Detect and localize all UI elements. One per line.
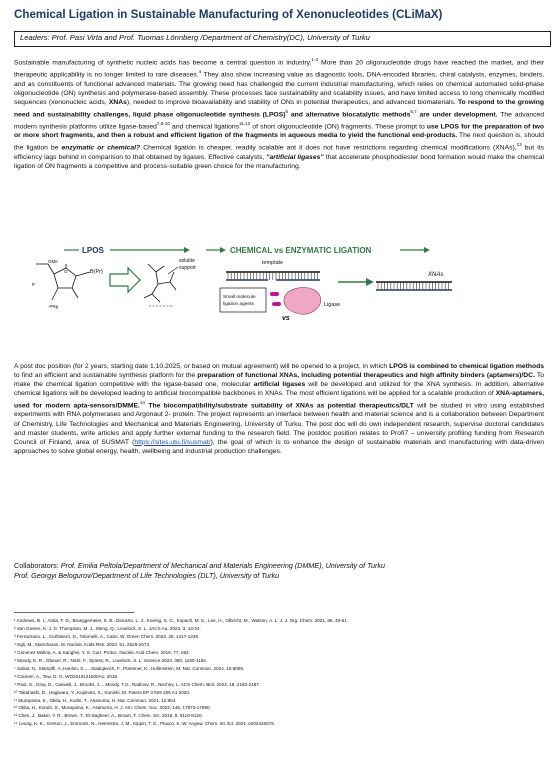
reference-item: ¹¹ Murayama, K., Okita, H., Kuriki, T., Asanuma, H. Nat. Commun. 2021, 12:804.: [14, 697, 177, 703]
reference-item: ¹² Okita, H., Kondo, S., Murayama, K., Asanuma, H. J. Am. Chem. Soc. 2023, 145, 17872-17880.: [14, 705, 211, 711]
template-base-pairs: [228, 272, 318, 280]
reference-item: ¹ Andrews, B. I., Antia, F. D., Brueggemeier, S. B., Diorazio, L. J., Koenig, S. G., Kopach, M. E., Lee, H., Olbricht, M., Watson, A. L. J. J. Org. Chem. 2021, 86, 49-61.: [14, 618, 349, 623]
xnas-label: XNAs: [428, 272, 444, 278]
support-pointer: [168, 267, 178, 274]
intro-segment: To respond to the growing need and sustainability challenges, liquid phase oligonucleotide synthesis (LPOS): [14, 98, 544, 118]
agent-pill-1: [270, 292, 279, 296]
intro-segment: are under development.: [416, 110, 498, 118]
intro-segment: They also show increasing value as diagnostic tools, DNA-encoded libraries, chiral catalysts, enzymes, binders, and as constituents of functional advanced materials. The growing need has challenged the current industrial manufacturing, which relies on chemical automated solid-phase oligonucleotide (ON) synthesis and polymerase-based assembly. These processes face sustainability and scalability issues, and have limited access to long chemically modified sequences (xenonucleic acids,: [14, 71, 544, 106]
collaborators-label: Collaborators:: [14, 561, 61, 570]
body2-segment: XNA-aptamers, used for modern apta-sensors/DMME.: [14, 390, 544, 410]
intro-segment: 13: [516, 142, 522, 148]
body2-segment: preparation of functional XNAs, including potential therapeutics and high affinity binders (aptamers)/DC.: [197, 372, 535, 380]
collaborators-block: [14, 561, 544, 580]
small-molecule-label-1: Small molecule: [223, 295, 256, 300]
ring-o-label: O: [64, 269, 68, 274]
product-arrowhead: [366, 278, 374, 286]
chem-vs-enzymatic-label: CHEMICAL vs ENZYMATIC LIGATION: [230, 246, 372, 255]
chem-arrow-right-head: [424, 247, 430, 253]
ligase-enzyme: [284, 287, 321, 314]
intro-segment: 6,7: [410, 108, 417, 114]
small-molecule-label-2: ligation agents: [223, 302, 254, 307]
intro-segment: enzymatic or chemical?: [61, 144, 141, 152]
base-label: B(Pr): [90, 269, 103, 275]
reference-item: ⁴ Egli, M., Manoharan, M. Nucleic Acids Res. 2023, 51, 2529-2573.: [14, 641, 151, 647]
phosphate-label: -PRp: [48, 304, 59, 309]
reference-item: ² Van Giesen, K. J. D. Thompson, M. J., Meng, Q., Lovelock, S. L. JACS Au, 2023, 3, 13-24.: [14, 625, 201, 631]
p-label: P: [32, 282, 36, 287]
intro-segment: 1-3: [311, 57, 319, 62]
intro-segment: of short oligonucleotide (ON) fragments. These prompt to: [250, 123, 427, 131]
lpos-label: LPOS: [82, 246, 104, 255]
intro-segment: 4: [198, 69, 202, 75]
body2-segment: 14: [139, 400, 145, 406]
intro-segment: ), needed to improve bioavailability and stability of ONs in potential therapeutics, and advanced biomaterials.: [126, 98, 458, 106]
intro-segment: Chemical ligation is cheaper, readily scalable ant it does not have restrictions regarding chemical modifications (XNAs),: [140, 144, 517, 152]
body2-segment: The biocompatibility/substrate suitability of XNAs as potential therapeutics/DLT: [148, 402, 414, 410]
body2-segment: artificial ligases: [253, 381, 306, 389]
body2-segment: To make the chemical ligation competitive with the ligase-based one, molecular: [14, 372, 545, 389]
intro-segment: that accelerate phosphodiester bond formation would make the chemical ligation of ON fragments a competitive and process-suitable green choice for the manufacturing.: [14, 153, 544, 170]
reference-item: ⁹ Paul, S., Gray, D., Caswell, J., Brooks, J.,...Moody, T.S., Radinov, R., Nechev, L. ACS Chem. Biol. 2023, 18, 2183-2187.: [14, 681, 261, 687]
intro-segment: use LPOS for the preparation of two or more short fragments, and then a robust and efficient ligation of the fragments in aqueous media to yield the functional end-products.: [14, 123, 544, 140]
nucleoside-monomer-structure: [36, 264, 90, 300]
vs-label: vs: [282, 315, 290, 322]
references-divider: [14, 612, 134, 613]
intro-segment: 5: [285, 108, 289, 114]
soluble-support-label-1: soluble: [179, 258, 195, 264]
reference-item: ⁷ Sabat, N., Stämpfli, A.,Hanlon, S.,....Sladojevich, F., Püntener, K., Hollenstein, M. Nat. Commun. 2024, 15:8009.: [14, 665, 245, 671]
soluble-support-structure: [144, 264, 176, 302]
body2-segment: ), the goal of which is to enhance the design of sustainable materials and manufacturing with data-driven approaches to solve global energy, health, wellbeing and industrial production challenges.: [14, 438, 544, 455]
intro-segment: More than 20 oligonucleotide drugs have reached the market, and their therapeutic applicability is no longer limited to rare diseases.: [14, 59, 544, 79]
references-list: [14, 612, 544, 728]
lpos-arrowhead: [184, 247, 190, 253]
reference-item: ¹³ Chen, J., Baker, Y. R., Brown, T., El-Sagheer, A., Brown, T. Chem. Sci. 2018, 9, 8110-8120.: [14, 713, 203, 719]
intro-segment: and alternative biocatalytic methods: [288, 110, 411, 118]
intro-segment: Sustainable manufacturing of synthetic nucleic acids has become a central question in industry.: [14, 59, 312, 67]
intro-segment: The advanced modern synthesis platforms utilize ligase-based: [14, 110, 544, 131]
intro-segment: and chemical ligations: [169, 123, 240, 131]
reference-item: ¹⁰ Takahashi, D., Hagiwara, Y., Kajimoto, S., Kunishi, M. Patent EP 3 929 205 A1 2020.: [14, 689, 191, 695]
intro-paragraph: [14, 55, 544, 171]
body2-segment: LPOS is combined to chemical ligation methods: [389, 363, 544, 370]
intro-segment: XNAs: [108, 98, 127, 106]
reference-item: ¹⁴ Leung, K. K., Gerson, J., Emmons, N., Heemstra, J. M., Kippin, T. E., Plaxco, K. W. Angew. Chem. Int. Ed. 2024, e202316678.: [14, 721, 276, 727]
body2-segment: will be developed and utilized for the XNA synthesis. In addition, alternative chemical ligations will be developed leading to artificial biocompatible backbones in XNAs. The most efficient ligations will be applied for a scalable production of: [14, 381, 545, 398]
intro-segment: but its efficiency lags behind in comparison to that obtained by ligases. Effective catalysts,: [14, 144, 544, 161]
leaders-text: Leaders: Prof. Pasi Virta and Prof. Tuomas Lönnberg /Department of Chemistry(DC), University of Turku: [20, 33, 370, 42]
agent-pill-2: [272, 302, 281, 306]
collaborator-line-1: [14, 561, 544, 571]
intro-segment: 7,8-10: [156, 121, 170, 127]
ligation-scheme-figure: [24, 242, 524, 346]
body2-segment: will be studied in vitro using established experiments with RNA polymerases and Argonaut 2- protein. The project represents an interface between health and material science and is a collaboration between Department of Chemistry, Life Technologies and Mechanical and Materials Engineering, University of Turku. The post doc will do own independent research, supervise doctoral candidates and master students, write articles and apply further external funding to the research field. The postdoc position relates to Profi7 – university profiling funding from Research Council of Finland, area of SUSMAT (: [14, 402, 544, 446]
small-molecule-box: [220, 288, 266, 312]
intro-segment: "artificial ligases": [266, 153, 324, 161]
body2-segment: A post doc position (for 2 years, starting date 1.10.2025, or based on mutual agreement) will be opened to a project, in which: [14, 363, 390, 370]
reference-item: ⁸ Crameri, A., Tew, D. G. WO2019121500A1, 2019.: [14, 673, 119, 679]
intro-segment: 11,12: [239, 121, 251, 127]
intro-segment: The next question is, should the ligation be: [14, 132, 544, 152]
ome-label: OMe: [48, 259, 58, 264]
document-title: Chemical Ligation in Sustainable Manufacturing of Xenonucleotides (CLiMaX): [14, 8, 443, 21]
collaborator-2: Prof. Georgyi Belogurov/Department of Life Technologies (DLT), University of Turku: [14, 570, 280, 580]
collaborator-1: Prof. Emilia Peltola/Department of Mechanical and Materials Engineering (DMME), University of Turku: [60, 561, 385, 570]
fat-arrow: [110, 268, 140, 292]
reference-item: ⁶ Moody, E. R., Obexer, R., Nickl, F., Spiess, R., Lovelock, S. L. Science 2023, 380, 1150-1154.: [14, 657, 208, 663]
susmat-link[interactable]: https://sites.utu.fi/susmat/: [134, 438, 211, 446]
soluble-support-label-2: support: [179, 265, 196, 271]
ligase-label: Ligase: [324, 302, 341, 308]
postdoc-paragraph: [14, 362, 544, 456]
reference-item: ⁵ Gimenez Molina, A. & Sanghvi, Y. S. Curr. Protoc. Nucleic Acid Chem. 2019, 77, e82.: [14, 649, 190, 655]
xna-base-pairs: [378, 282, 448, 290]
leaders-box: [14, 31, 551, 47]
chem-arrow-left-head: [220, 247, 226, 253]
body2-segment: to find an efficient and sustainable synthesis platform for the: [14, 372, 198, 380]
template-label: template: [262, 260, 284, 266]
reference-item: ³ Ferrazzano, L., Corbisiero, D., Tolomelli, A., Cabri, W. Green Chem. 2023, 25, 1217-1236.: [14, 633, 200, 639]
